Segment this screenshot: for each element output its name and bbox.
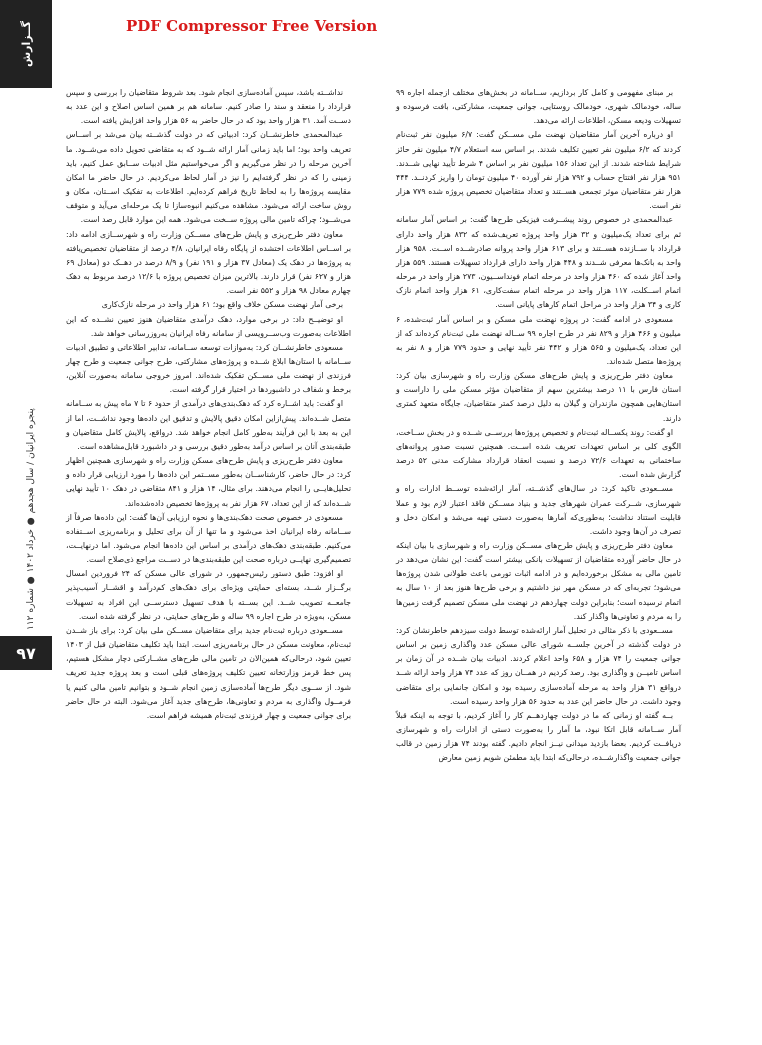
paragraph: مســعودی با ذکر مثالی در تحلیل آمار ارائه‌شده توسط دولت سیزدهم خاطرنشان کرد: در دولت گذشته در آخرین جلســه شورای عالی مسکن عدد واگذاری زمین بر اساس جوانی جمعیت را ۷۴ هزار و ۶۵۸ واحد اعلام کردند. ادبیات بیان شــده در آن زمان بر اساس تامیــن و واگذاری بود. رصد کردیم در همــان روز که عدد ۷۴ هزار واحد ارائه شــد درواقع ۳۱ هزار واحد به مرحله آماده‌سازی رسیده بود و امکان جانمایی برای متقاضی وجود داشت. در حال حاضر این عدد به حدود ۵۶ هزار واحد رسیده است. xyxy=(396,625,681,706)
section-label: گــزارش xyxy=(19,20,33,68)
right-column xyxy=(396,86,681,766)
paragraph: نداشــته باشد، سپس آماده‌سازی انجام شود. بعد شروط متقاضیان را بررسی و سپس قرارداد را منعقد و سند را صادر کنیم. سامانه هم بر همین اساس اصلاح و این عدد به دســت آمد. ۳۱ هزار واحد بود که در حال حاضر به ۵۶ هزار واحد افزایش یافته است. xyxy=(66,88,351,126)
magazine-meta: پنجره ایرانیان / سال هجدهم ● خرداد ۱۴۰۲ ● شماره ۱۱۲ xyxy=(26,408,36,630)
paragraph: برخی آمار نهضت مسکن خلاف واقع بود؛ ۶۱ هزار واحد در مرحله نازک‌کاری xyxy=(101,300,343,310)
paragraph: بر مبنای مفهومی و کامل کار بردازیم، ســامانه در بخش‌های مختلف ازجمله اجاره ۹۹ ساله، خودمالک شهری، خودمالک روستایی، جوانی جمعیت، مشارکتی، بافت فرسوده و تسهیلات ودیعه مسکن، اطلاعات ارائه می‌دهد. xyxy=(396,88,681,126)
watermark-text: PDF Compressor Free Version xyxy=(126,17,378,35)
paragraph: عبدالمحمدی خاطرنشــان کرد: ادبیاتی که در دولت گذشــته بیان می‌شد بر اســاس تعریف واحد بود؛ اما باید زمانی آمار ارائه شــود که به متقاضی تحویل داده می‌شــود. ما آخرین مرحله را در نظر می‌گیریم و اگر می‌خواستیم مثل ادبیات ســابق عمل کنیم، باید زمینی را که در نظر گرفته‌ایم را نیز در آمار لحاظ می‌کردیم. در حال حاضر ما امکان مقایسه پروژه‌ها را به لحاظ تاریخ فراهم کرده‌ایم. اطلاعات به تفکیک اســتان، مکان و روش ساخت ارائه می‌شود. مشاهده می‌کنیم انبوه‌سازا تا یک مرحله‌ای می‌آید و متوقف می‌شــود؛ چراکه تامین مالی پروژه ســخت می‌شود. همه این موارد قابل رصد است. xyxy=(66,130,351,225)
paragraph: مســعودی درباره ثبت‌نام جدید برای متقاضیان مســکن ملی بیان کرد: برای باز شــدن ثبت‌نام، معاونت مسکن در حال برنامه‌ریزی است. ابتدا باید تکلیف متقاضیان قبل از ۱۴۰۳ تعیین شود، درحالی‌که همین‌الان در تامین مالی طرح‌های مشــارکتی دچار مشکل هستیم، پس خط قرمز وزارتخانه تعیین تکلیف پروژه‌های قبلی است و بعد پروژه جدید تعریف شود. از ســوی دیگر طرح‌ها آماده‌سازی زمین انجام شــود و بتوانیم تامین مالی کنیم یا فرمــول واگذاری به مردم و تعاونی‌ها، طرح‌های جدید آغاز می‌شود. البته در حال حاضر برای جوانی جمعیت و چهار فرزندی ثبت‌نام همیشه فراهم است. xyxy=(66,625,351,720)
paragraph: مسعودی در خصوص صحت دهک‌بندی‌ها و نحوه ارزیابی آن‌ها گفت: این داده‌ها صرفاً از ســامانه رفاه ایرانیان اخذ می‌شود و ما تنها از آن برای تحلیل و برنامه‌ریزی اســتفاده می‌کنیم. طبقه‌بندی دهک‌های درآمدی بر اساس این داده‌ها انجام می‌شود. اما درنهایــت، تصمیم‌گیری نهایــی درباره صحت این طبقه‌بندی‌ها در دســت مراجع ذی‌صلاح است. xyxy=(66,512,351,565)
paragraph: معاون دفتر طرح‌ریزی و پایش طرح‌های مســکن وزارت راه و شهرســازی ادامه داد: بر اســاس اطلاعات اختشده از پایگاه رفاه ایرانیان، ۴/۸ درصد از متقاضیان تخصیص‌یافته به پروژه‌ها در دهک یک (معادل ۳۷ هزار و ۱۹۱ نفر) و ۸/۹ درصد در دهــک دو (معادل ۶۹ هزار و ۶۲۷ نفر) قرار دارند. بالاترین میزان تخصیص پروژه با ۱۲/۶ درصد مربوط به دهک چهارم معادل ۹۸ هزار و ۵۵۲ نفر است. xyxy=(66,229,351,296)
paragraph: او افزود: طبق دستور رئیس‌جمهور، در شورای عالی مسکن که ۲۴ فروردین امسال برگــزار شــد، بسته‌ای حمایتی ویژه‌ای برای دهک‌های کم‌درآمد و اقشــار آسیب‌پذیر جامعــه تصویب شــد. این بســته با هدف تسهیل دسترســی این افراد به تسهیلات مسکن، به‌ویژه در طرح اجاره ۹۹ ساله و طرح‌های حمایتی، در نظر گرفته شده است. xyxy=(66,569,351,621)
paragraph: او درباره آخرین آمار متقاضیان نهضت ملی مســکن گفت: ۶/۷ میلیون نفر ثبت‌نام کردند که ۶/۲ میلیون نفر تعیین تکلیف شدند. بر اساس سه استعلام ۴/۷ میلیون نفر حائز شرایط شناخته شدند. از این تعداد ۱۵۶ میلیون نفر بر اساس ۴ شرط تأیید نهایی شــدند. ۹۵۱ هزار نفر افتتاح حساب و ۷۹۲ هزار نفر آورده ۴۰ میلیون تومان را واریز کردنــد. ۴۴۴ هزار نفر متقاضیان موثر تجمعی هســتند و تعداد متقاضیان تخصیص پروژه شده ۷۷۹ هزار نفر است. xyxy=(396,130,681,211)
paragraph: معاون دفتر طرح‌ریزی و پایش طرح‌های مسکن وزارت راه و شهرسازی بیان کرد: استان فارس با ۱۱ درصد بیشترین سهم از متقاضیان مؤثر مسکن ملی را داراست و استان‌هایی همچون مازندران و گیلان به دلیل درصد کمتر متقاضیان، جایگاه متعهد کمتری دارند. xyxy=(396,371,681,423)
page-number: ۹۷ xyxy=(0,636,52,670)
paragraph: معاون دفتر طرح‌ریزی و پایش طرح‌های مسکن وزارت راه و شهرسازی همچنین اظهار کرد: در حال حاضر، کارشناســان به‌طور مســتمر این داده‌ها را مورد ارزیابی قرار داده و تحلیل‌هایــی را انجام می‌دهند. برای مثال، ۱۴ هزار و ۸۴۱ متقاضی در دهک ۱۰ تأیید نهایی شــده‌اند که از این تعداد، ۶۷ هزار نفر به پروژه‌ها تخصیص داده‌شده‌اند. xyxy=(66,456,352,508)
left-column xyxy=(66,86,351,723)
paragraph: عبدالمحمدی در خصوص روند پیشــرفت فیزیکی طرح‌ها گفت: بر اساس آمار سامانه ثم برای تعداد یک‌میلیون و ۳۲ هزار واحد پروژه تعریف‌شده که ۸۳۲ هزار واحد دارای قرارداد با ســازنده هســتند و برای ۶۱۳ هزار واحد پروانه صادرشــده اســت. ۹۵۸ هزار واحد به بانک‌ها معرفی شــدند و ۴۴۸ هزار واحد دارای قرارداد تسهیلات هستند. ۵۵۹ هزار واحد آغاز شده که ۴۶۰ هزار واحد در مرحله اتمام فونداســیون، ۲۷۳ هزار واحد در مرحله اتمام اســکلت، ۱۱۷ هزار واحد در مرحله اتمام سفت‌کاری، ۶۱ هزار واحد اتمام نازک کاری و ۳۴ هزار واحد در مراحل اتمام کارهای پایانی است. xyxy=(396,215,682,310)
paragraph: مسعودی خاطرنشــان کرد: به‌موازات توسعه ســامانه، تدابیر اطلاعاتی و تطبیق ادبیات ســامانه با استان‌ها ابلاغ شــده و پروژه‌های مشارکتی، طرح جوانی جمعیت و طرح چهار فرزندی از نهضت ملی مســکن تفکیک شده‌اند. امروز خروجی سامانه به‌صورت آنلاین، برخط و شفاف در داشبوردها در اختیار قرار گرفته است. xyxy=(66,342,351,395)
paragraph: مسعودی در ادامه گفت: در پروژه نهضت ملی مسکن و بر اساس آمار ثبت‌شده، ۶ میلیون و ۴۶۶ هزار و ۸۲۹ نفر در طرح اجاره ۹۹ ســاله نهضت ملی ثبت‌نام کرده‌اند که از این تعداد، یک‌میلیون و ۵۶۵ هزار و ۴۴۲ نفر تأیید نهایی و حدود ۷۷۹ هزار و ۸ نفر به پروژه‌ها متصل شده‌اند. xyxy=(396,314,682,366)
paragraph: معاون دفتر طرح‌ریزی و پایش طرح‌های مســکن وزارت راه و شهرسازی با بیان اینکه در حال حاضر آورده متقاضیان از تسهیلات بانکی بیشتر است گفت: این نشان می‌دهد در تامین مالی به مشکل برخورده‌ایم و در ادامه اثبات تورمی باعث طولانی شدن پروژه‌ها می‌شود؛ تجربه‌ای که در مسکن مهر نیز داشتیم و برخی طرح‌ها هنوز بعد از ۱۰ سال به اتمام نرسیده است؛ بنابراین دولت چهاردهم در نهضت ملی مسکن تصمیم گرفت زمین‌ها را به مردم و تعاونی‌ها واگذار کند. xyxy=(396,541,681,621)
paragraph: مســعودی تاکید کرد: در سال‌های گذشــته، آمار ارائه‌شده توســط ادارات راه و شهرسازی، شــرکت عمران شهرهای جدید و بنیاد مســکن فاقد اعتبار لازم بود و عملا قابلیت استناد نداشت؛ به‌طوری‌که آمارها به‌صورت دستی تهیه می‌شد و امکان دخل و تصرف در آن‌ها وجود داشت. xyxy=(396,484,681,536)
paragraph: او توضیــح داد: در برخی موارد، دهک درآمدی متقاضیان هنوز تعیین نشــده که این اطلاعات به‌صورت وب‌ســرویسی از سامانه رفاه ایرانیان به‌روزرسانی خواهد شد. xyxy=(66,314,351,338)
paragraph: او گفت: روند یکســاله ثبت‌نام و تخصیص پروژه‌ها بررســی شــده و در بخش ســاخت، الگوی کلی بر اساس تعهدات تعریف شده اســت. همچنین نسبت صدور پروانه‌های ساختمانی به تعهدات ۷۲/۶ درصد و نسبت انعقاد قرارداد مشارکت مدنی ۵۲ درصد گزارش شده است. xyxy=(396,427,681,480)
paragraph: او گفت: باید اشــاره کرد که دهک‌بندی‌های درآمدی از حدود ۶ تا ۷ ماه پیش به ســامانه متصل شــده‌اند. پیش‌ازاین امکان دقیق پالایش و تدقیق این داده‌ها وجود نداشــت، اما از این به بعد با این فرآیند به‌طور کامل انجام خواهد شد. درواقع، پالایش کامل متقاضیان و طبقه‌بندی آنان بر اساس درآمد به‌طور دقیق بررسی و در داشبورد قابل‌مشاهده است. xyxy=(66,399,351,451)
paragraph: بــه گفته او زمانی که ما در دولت چهاردهــم کار را آغاز کردیم، با توجه به اینکه قبلاً آمار ســامانه قابل اتکا نبود، ما آمار را به‌صورت دستی از ادارات راه و شهرسازی دریافــت کردیم. بعضا بازدید میدانی نیــز انجام دادیم. گفته بودند ۷۴ هزار زمین در قالب جوانی جمعیت واگذارشــده، درحالی‌که ابتدا باید مطمئن شویم زمین معارض xyxy=(396,710,681,763)
